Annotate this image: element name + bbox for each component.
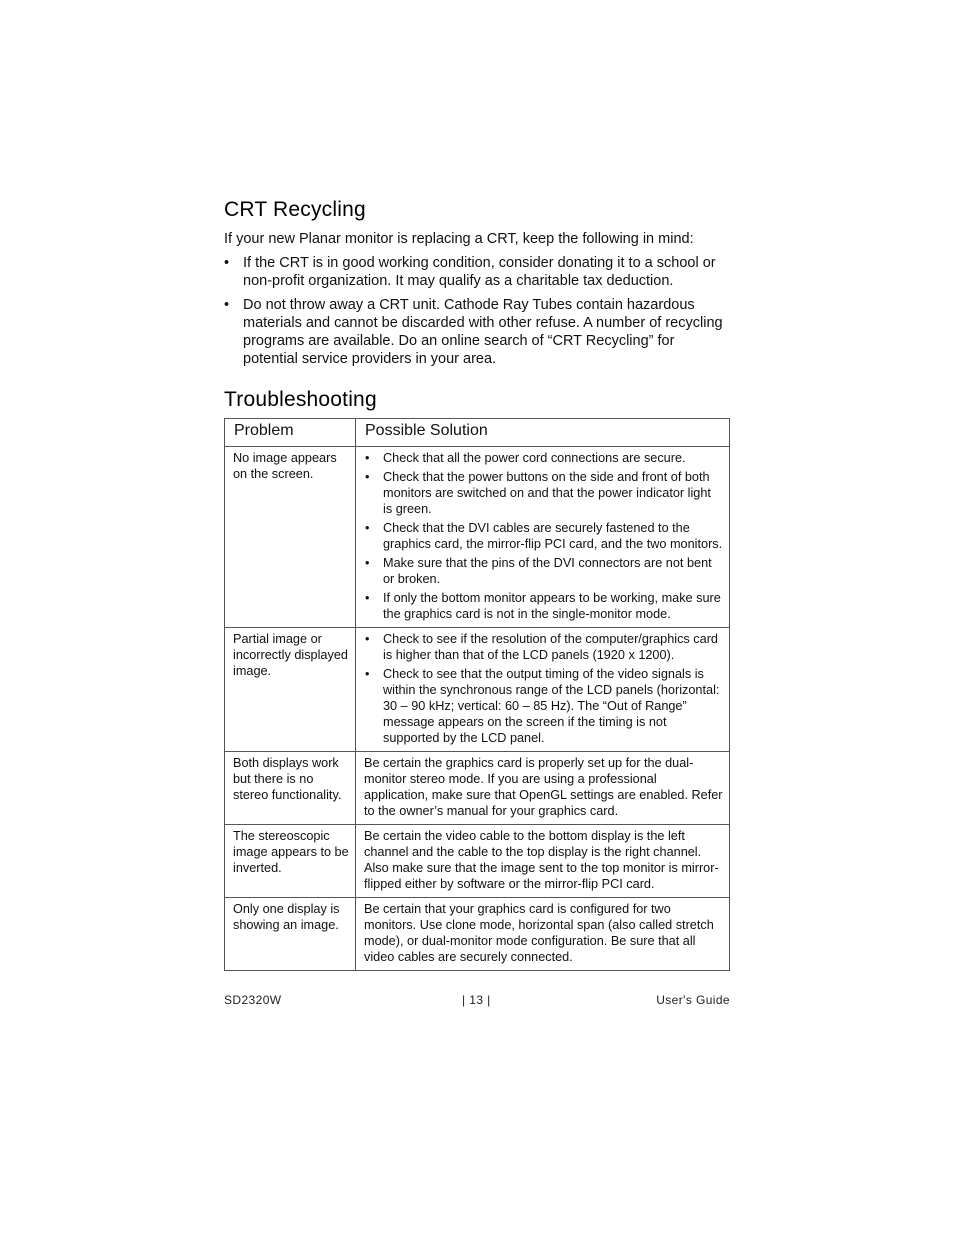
problem-cell: Partial image or incorrectly displayed image. [225, 628, 356, 752]
column-header-problem: Problem [225, 419, 356, 447]
crt-intro-text: If your new Planar monitor is replacing a CRT, keep the following in mind: [224, 231, 694, 247]
troubleshooting-heading: Troubleshooting [224, 388, 377, 411]
crt-bullet-list [224, 254, 730, 368]
list-item: • Check that the power buttons on the side and front of both monitors are switched on and that the power indicator light is green. [364, 469, 723, 517]
list-item: • Make sure that the pins of the DVI connectors are not bent or broken. [364, 555, 723, 587]
solution-cell: Be certain the video cable to the bottom display is the left channel and the cable to the top display is the right channel. Also make sure that the image sent to the top monitor is mirror-flipped either by software or the mirror-flip PCI card. [356, 825, 730, 898]
solution-cell: Be certain that your graphics card is configured for two monitors. Use clone mode, horizontal span (also called stretch mode), or dual-monitor mode configuration. Be sure that all video cables are securely connected. [356, 898, 730, 971]
footer-guide-title: User's Guide [656, 993, 730, 1007]
solution-cell [356, 447, 730, 628]
table-header-row [225, 419, 730, 447]
table-row [225, 447, 730, 628]
list-item: • Check to see that the output timing of the video signals is within the synchronous range of the LCD panels (horizontal: 30 – 90 kHz; vertical: 60 – 85 Hz). The “Out of Range” message appears on the screen if the timing is not supported by the LCD panel. [364, 666, 723, 746]
list-item: • If the CRT is in good working condition, consider donating it to a school or non-profit organization. It may qualify as a charitable tax deduction. [224, 254, 730, 290]
solution-list [364, 631, 723, 746]
column-header-solution: Possible Solution [356, 419, 730, 447]
footer-page-number: | 13 | [462, 993, 491, 1007]
list-item: • Check that all the power cord connections are secure. [364, 450, 723, 466]
table-row [225, 628, 730, 752]
problem-cell: Both displays work but there is no stereo functionality. [225, 752, 356, 825]
list-item: • If only the bottom monitor appears to be working, make sure the graphics card is not in the single-monitor mode. [364, 590, 723, 622]
solution-cell [356, 628, 730, 752]
solution-cell: Be certain the graphics card is properly set up for the dual-monitor stereo mode. If you are using a professional application, make sure that OpenGL settings are enabled. Refer to the owner’s manual for your graphics card. [356, 752, 730, 825]
problem-cell: No image appears on the screen. [225, 447, 356, 628]
page-content [224, 196, 730, 971]
list-item: • Do not throw away a CRT unit. Cathode Ray Tubes contain hazardous materials and cannot be discarded with other refuse. A number of recycling programs are available. Do an online search of “CRT Recycling” for potential service providers in your area. [224, 296, 730, 368]
table-row [225, 898, 730, 971]
solution-list [364, 450, 723, 622]
list-item: • Check to see if the resolution of the computer/graphics card is higher than that of the LCD panels (1920 x 1200). [364, 631, 723, 663]
footer-model: SD2320W [224, 993, 282, 1007]
troubleshooting-table [224, 418, 730, 971]
crt-recycling-heading: CRT Recycling [224, 198, 366, 221]
problem-cell: The stereoscopic image appears to be inverted. [225, 825, 356, 898]
list-item: • Check that the DVI cables are securely fastened to the graphics card, the mirror-flip PCI card, and the two monitors. [364, 520, 723, 552]
table-row [225, 752, 730, 825]
table-row [225, 825, 730, 898]
page-footer [224, 993, 730, 1011]
problem-cell: Only one display is showing an image. [225, 898, 356, 971]
